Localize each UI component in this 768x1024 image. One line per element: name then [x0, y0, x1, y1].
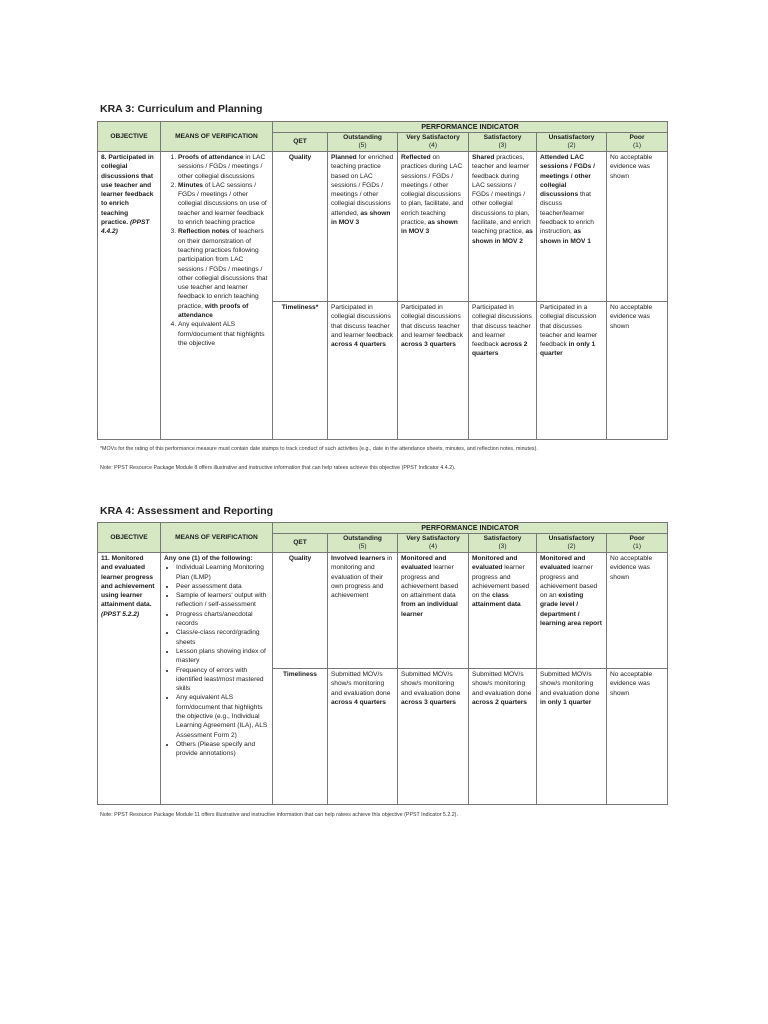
mov-item: 4. Any equivalent ALS form/document that highlights the objective: [178, 320, 269, 348]
timeliness-level-5: Submitted MOV/s show/s monitoring and evaluation done across 4 quarters: [328, 669, 398, 805]
kra3-title: KRA 3: Curriculum and Planning: [100, 103, 263, 115]
kra3-note: Note: PPST Resource Package Module 8 offers illustrative and instructive information that can help ratees achieve this objective (PPST Indicator 4.4.2).: [100, 465, 456, 471]
timeliness-level-3: Participated in collegial discussions that discuss teacher and learner feedback across 2 quarters: [469, 302, 537, 440]
quality-level-3: Monitored and evaluated learner progress and achievement based on the class attainment data: [469, 553, 537, 669]
mov-item: • Any equivalent ALS form/document that highlights the objective (e.g., Individual Learning Agreement (ILA), ALS Assessment Form 2): [176, 693, 269, 739]
quality-level-3: Shared practices, teacher and learner feedback during LAC sessions / FGDs / meetings / other collegial discussions to plan, facilitate, and enrich teaching practice, as shown in MOV 2: [469, 152, 537, 302]
quality-level-2: Monitored and evaluated learner progress and achievement based on an existing grade level / department / learning area report: [537, 553, 607, 669]
kra3-footnote: *MOVs for the rating of this performance measure must contain date stamps to track conduct of such activities (e.g., date in the attendance sheets, minutes, and reflection notes, minutes).: [100, 446, 538, 452]
mov-item: 1. Proofs of attendance in LAC sessions / FGDs / meetings / other collegial discussions: [178, 153, 269, 181]
header-objective: OBJECTIVE: [98, 122, 161, 152]
timeliness-level-2: Submitted MOV/s show/s monitoring and evaluation done in only 1 quarter: [537, 669, 607, 805]
header-level-2: Unsatisfactory (2): [537, 534, 607, 553]
objective-cell: 11. Monitored and evaluated learner progress and achievement using learner attainment data. (PPST 5.2.2): [98, 553, 161, 805]
objective-code: (PPST 4.4.2): [101, 219, 150, 236]
quality-level-5: Involved learners in monitoring and evaluation of their own progress and achievement: [328, 553, 398, 669]
header-level-4: Very Satisfactory (4): [398, 133, 469, 152]
qet-quality-label: Quality: [273, 152, 328, 302]
header-performance-indicator: PERFORMANCE INDICATOR: [273, 122, 668, 133]
timeliness-level-4: Participated in collegial discussions that discuss teacher and learner feedback across 3 quarters: [398, 302, 469, 440]
header-level-3: Satisfactory (3): [469, 534, 537, 553]
means-of-verification-cell: [161, 152, 273, 440]
header-mov: MEANS OF VERIFICATION: [161, 523, 273, 553]
mov-item: • Class/e-class record/grading sheets: [176, 628, 269, 647]
kra4-note: Note: PPST Resource Package Module 11 offers illustrative and instructive information that can help ratees achieve this objective (PPST Indicator 5.2.2).: [100, 812, 458, 818]
header-level-1: Poor (1): [607, 534, 668, 553]
header-level-3: Satisfactory (3): [469, 133, 537, 152]
kra4-title: KRA 4: Assessment and Reporting: [100, 505, 274, 517]
timeliness-level-1: No acceptable evidence was shown: [607, 302, 668, 440]
kra4-table: [97, 522, 668, 805]
timeliness-level-4: Submitted MOV/s show/s monitoring and evaluation done across 3 quarters: [398, 669, 469, 805]
header-objective: OBJECTIVE: [98, 523, 161, 553]
quality-level-1: No acceptable evidence was shown: [607, 152, 668, 302]
quality-level-1: No acceptable evidence was shown: [607, 553, 668, 669]
mov-intro: Any one (1) of the following:: [164, 555, 253, 562]
header-qet: QET: [273, 133, 328, 152]
mov-item: 2. Minutes of LAC sessions / FGDs / meetings / other collegial discussions on use of teacher and learner feedback to enrich teaching practice: [178, 181, 269, 227]
mov-item: • Others (Please specify and provide annotations): [176, 740, 269, 759]
header-level-1: Poor (1): [607, 133, 668, 152]
timeliness-level-3: Submitted MOV/s show/s monitoring and evaluation done across 2 quarters: [469, 669, 537, 805]
timeliness-level-2: Participated in a collegial discussion that discusses teacher and learner feedback in only 1 quarter: [537, 302, 607, 440]
qet-quality-label: Quality: [273, 553, 328, 669]
quality-level-4: Monitored and evaluated learner progress and achievement based on attainment data from an individual learner: [398, 553, 469, 669]
mov-item: 3. Reflection notes of teachers on their demonstration of teaching practices following participation from LAC sessions / FGDs / meetings / other collegial discussions that use teacher and learner feedback to enrich teaching practice, with proofs of attendance: [178, 227, 269, 320]
objective-code: (PPST 5.2.2): [101, 610, 140, 618]
header-level-4: Very Satisfactory (4): [398, 534, 469, 553]
header-qet: QET: [273, 534, 328, 553]
quality-level-4: Reflected on practices during LAC sessions / FGDs / meetings / other collegial discussions to plan, facilitate, and enrich teaching practice, as shown in MOV 3: [398, 152, 469, 302]
timeliness-level-5: Participated in collegial discussions that discuss teacher and learner feedback across 4 quarters: [328, 302, 398, 440]
mov-item: • Progress charts/anecdotal records: [176, 610, 269, 629]
quality-level-2: Attended LAC sessions / FGDs / meetings / other collegial discussions that discuss teacher/learner feedback to enrich instruction, as shown in MOV 1: [537, 152, 607, 302]
quality-level-5: Planned for enriched teaching practice based on LAC sessions / FGDs / meetings / other collegial discussions attended, as shown in MOV 3: [328, 152, 398, 302]
mov-item: • Peer assessment data: [176, 582, 269, 591]
header-mov: MEANS OF VERIFICATION: [161, 122, 273, 152]
mov-item: • Individual Learning Monitoring Plan (ILMP): [176, 563, 269, 582]
header-level-2: Unsatisfactory (2): [537, 133, 607, 152]
mov-item: • Lesson plans showing index of mastery: [176, 647, 269, 666]
qet-timeliness-label: Timeliness: [273, 669, 328, 805]
mov-item: • Frequency of errors with identified least/most mastered skills: [176, 666, 269, 694]
mov-item: • Sample of learners' output with reflection / self-assessment: [176, 591, 269, 610]
header-performance-indicator: PERFORMANCE INDICATOR: [273, 523, 668, 534]
means-of-verification-cell: [161, 553, 273, 805]
timeliness-level-1: No acceptable evidence was shown: [607, 669, 668, 805]
objective-cell: 8. Participated in collegial discussions that use teacher and learner feedback to enrich teaching practice. (PPST 4.4.2): [98, 152, 161, 440]
kra3-table: [97, 121, 668, 440]
header-level-5: Outstanding (5): [328, 133, 398, 152]
header-level-5: Outstanding (5): [328, 534, 398, 553]
qet-timeliness-label: Timeliness*: [273, 302, 328, 440]
